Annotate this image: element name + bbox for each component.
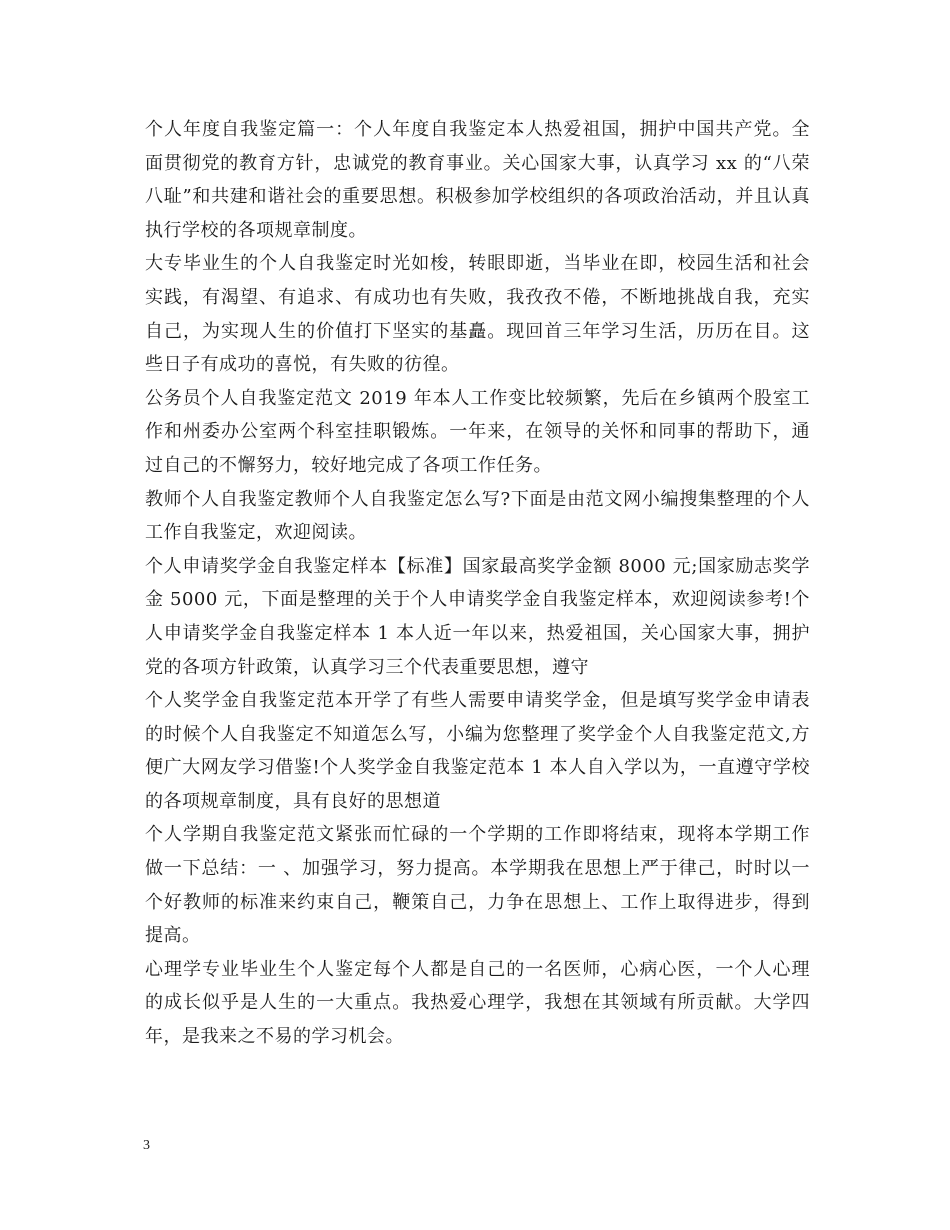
page-number: 3 xyxy=(143,1138,150,1153)
paragraph-3: 公务员个人自我鉴定范文 2019 年本人工作变比较频繁，先后在乡镇两个股室工作和州委办公室两个科室挂职锻炼。一年来，在领导的关怀和同事的帮助下，通过自己的不懈努力，较好地完成了各项工作任务。 xyxy=(145,387,810,476)
document-body xyxy=(145,113,810,1054)
paragraph-4: 教师个人自我鉴定教师个人自我鉴定怎么写?下面是由范文网小编搜集整理的个人工作自我鉴定，欢迎阅读。 xyxy=(145,488,810,544)
paragraph-8: 心理学专业毕业生个人鉴定每个人都是自己的一名医师，心病心医，一个人心理的成长似乎是人生的一大重点。我热爱心理学，我想在其领域有所贡献。大学四年，是我来之不易的学习机会。 xyxy=(145,958,810,1048)
paragraph-1: 个人年度自我鉴定篇一：个人年度自我鉴定本人热爱祖国，拥护中国共产党。全面贯彻党的教育方针，忠诚党的教育事业。关心国家大事，认真学习 xx 的“八荣八耻”和共建和谐社会的重要思想。积极参加学校组织的各项政治活动，并且认真执行学校的各项规章制度。 xyxy=(145,119,810,241)
paragraph-7: 个人学期自我鉴定范文紧张而忙碌的一个学期的工作即将结束，现将本学期工作做一下总结：一 、加强学习，努力提高。本学期我在思想上严于律己，时时以一个好教师的标准来约束自己，鞭策自己，力争在思想上、工作上取得进步，得到提高。 xyxy=(145,824,810,947)
paragraph-2: 大专毕业生的个人自我鉴定时光如梭，转眼即逝，当毕业在即，校园生活和社会实践，有渴望、有追求、有成功也有失败，我孜孜不倦，不断地挑战自我，充实自己，为实现人生的价值打下坚实的基矗。现回首三年学习生活，历历在目。这些日子有成功的喜悦，有失败的彷徨。 xyxy=(145,253,810,376)
paragraph-6: 个人奖学金自我鉴定范本开学了有些人需要申请奖学金，但是填写奖学金申请表的时候个人自我鉴定不知道怎么写，小编为您整理了奖学金个人自我鉴定范文,方便广大网友学习借鉴!个人奖学金自我鉴定范本 1 本人自入学以为，一直遵守学校的各项规章制度，具有良好的思想道 xyxy=(145,690,810,812)
paragraph-5: 个人申请奖学金自我鉴定样本【标准】国家最高奖学金额 8000 元;国家励志奖学金 5000 元，下面是整理的关于个人申请奖学金自我鉴定样本，欢迎阅读参考!个人申请奖学金自我鉴定样本 1 本人近一年以来，热爱祖国，关心国家大事，拥护党的各项方针政策，认真学习三个代表重要思想，遵守 xyxy=(145,555,810,678)
